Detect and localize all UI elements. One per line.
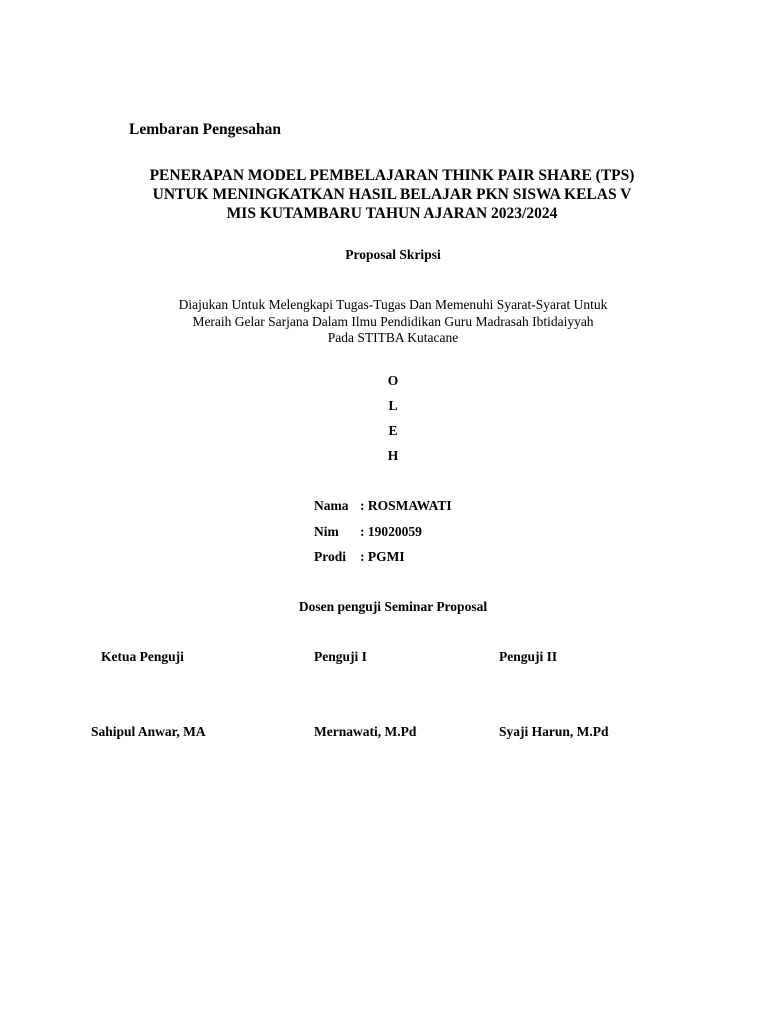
page-heading: Lembaran Pengesahan [129, 121, 281, 138]
purpose-statement [0, 297, 768, 347]
thesis-title [0, 166, 768, 223]
oleh-letter: H [387, 448, 399, 463]
examiner-role-chair: Ketua Penguji [101, 649, 184, 664]
student-prodi-label: Prodi [314, 549, 347, 564]
purpose-line: Diajukan Untuk Melengkapi Tugas-Tugas Dan Memenuhi Syarat-Syarat Untuk [178, 297, 608, 312]
student-nim-value: : 19020059 [360, 524, 422, 539]
student-prodi-row [314, 549, 405, 565]
examiner-role-first: Penguji I [314, 649, 367, 664]
oleh-letter: L [388, 398, 398, 413]
document-type: Proposal Skripsi [345, 247, 441, 262]
examiner-name-chair: Sahipul Anwar, MA [91, 724, 206, 739]
examiner-name-second: Syaji Harun, M.Pd [499, 724, 609, 739]
purpose-line: Meraih Gelar Sarjana Dalam Ilmu Pendidikan Guru Madrasah Ibtidaiyyah [192, 313, 594, 329]
thesis-title-line: PENERAPAN MODEL PEMBELAJARAN THINK PAIR SHARE (TPS) [149, 167, 635, 184]
oleh-letter: O [387, 373, 399, 388]
committee-heading: Dosen penguji Seminar Proposal [298, 599, 488, 614]
oleh-letter: E [388, 423, 398, 438]
examiner-role-second: Penguji II [499, 649, 558, 664]
student-name-row [314, 498, 452, 514]
student-name-value: : ROSMAWATI [360, 498, 452, 513]
student-name-label: Nama [314, 498, 349, 513]
examiner-name-first: Mernawati, M.Pd [314, 724, 417, 739]
student-nim-row [314, 524, 422, 540]
purpose-line: Pada STITBA Kutacane [327, 330, 459, 345]
student-nim-label: Nim [314, 524, 339, 539]
student-prodi-value: : PGMI [360, 549, 405, 564]
thesis-title-line: UNTUK MENINGKATKAN HASIL BELAJAR PKN SISWA KELAS V [152, 186, 632, 203]
thesis-title-line: MIS KUTAMBARU TAHUN AJARAN 2023/2024 [226, 205, 558, 222]
